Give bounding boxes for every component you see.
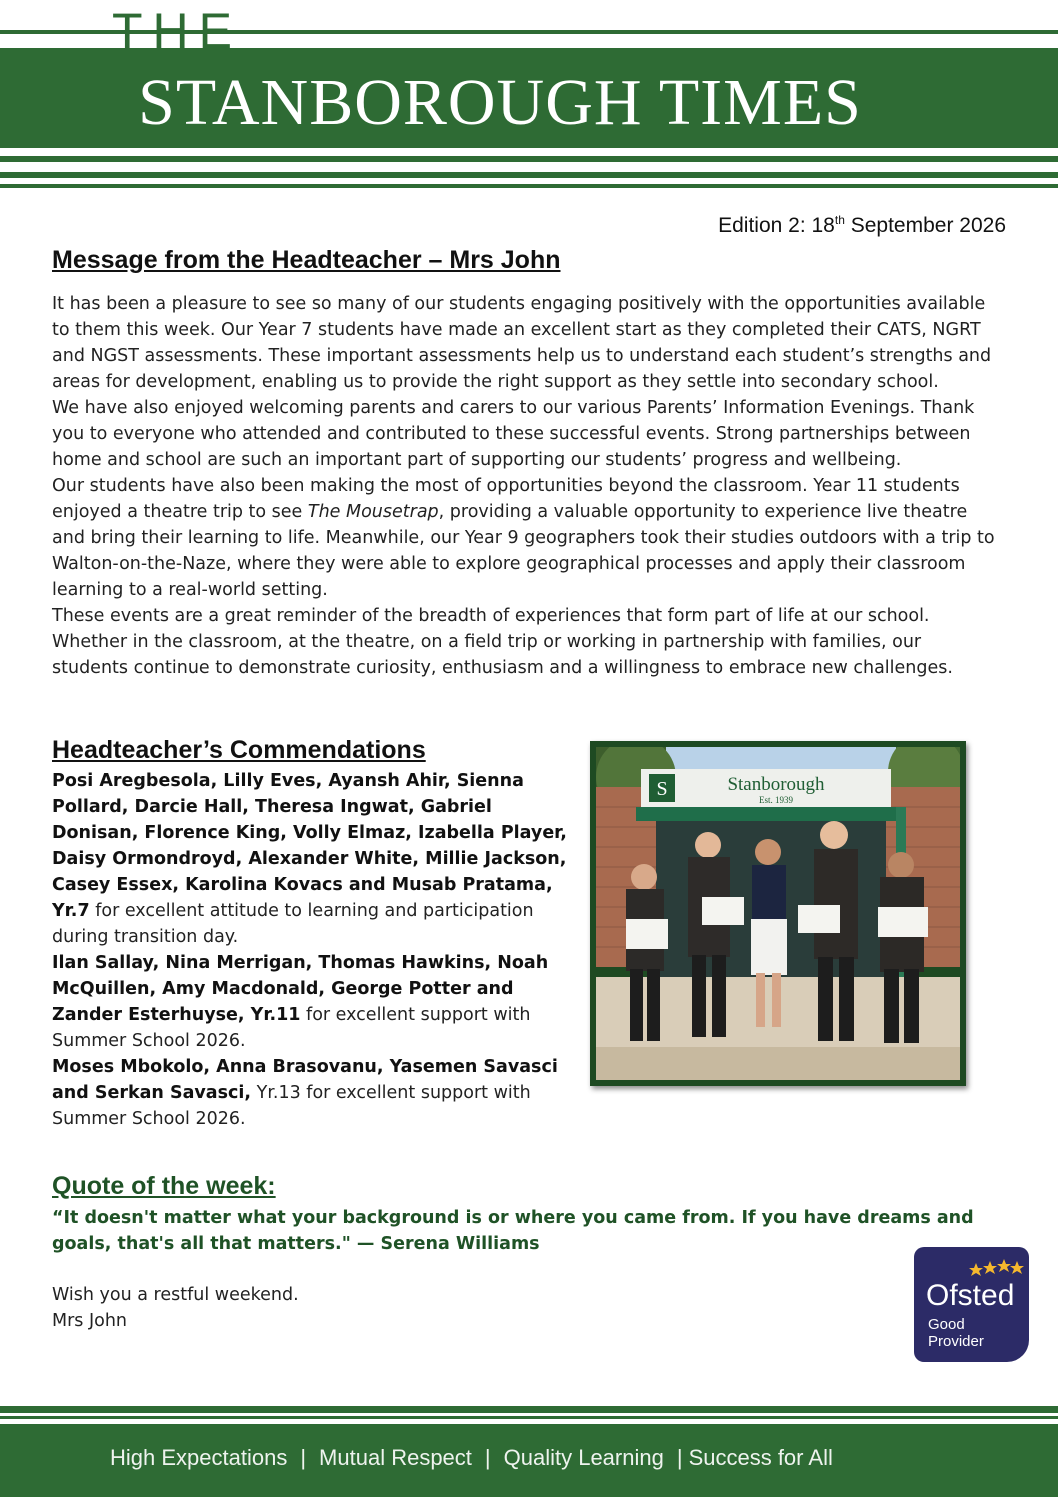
value-item: Success for All [688,1445,833,1470]
newsletter-title: STANBOROUGH TIMES [138,66,862,139]
sign-est: Est. 1939 [758,795,794,805]
masthead-rule [0,156,1058,162]
group-photo-illustration [596,747,960,1080]
ofsted-badge [914,1247,1029,1362]
value-separator: | [300,1445,307,1470]
ofsted-provider: Provider [928,1333,984,1350]
footer-rule [0,1406,1058,1413]
commendations-photo [590,741,966,1086]
footer-rule [0,1416,1058,1419]
masthead [0,0,1058,190]
masthead-rule [0,172,1058,178]
message-body [52,291,1002,681]
school-values [110,1445,833,1471]
message-paragraph: Our students have also been making the most of opportunities beyond the classroom. Year 11 students enjoyed a theatre trip to see The Mousetrap, providing a valuable opportunity to experience live theatre and bring their learning to life. Meanwhile, our Year 9 geographers took their studies outdoors with a trip to Walton-on-the-Naze, where they were able to explore geographical processes and apply their classroom learning to a real-world setting. [52,476,995,600]
signoff-signature: Mrs John [52,1311,128,1331]
commendations-heading: Headteacher’s Commendations [52,736,426,764]
message-heading: Message from the Headteacher – Mrs John [52,246,561,274]
sign-crest: S [656,778,668,800]
signoff-line: Wish you a restful weekend. [52,1285,299,1305]
commendation-item: Moses Mbokolo, Anna Brasovanu, Yasemen Savasci and Serkan Savasci, Yr.13 for excellent support with Summer School 2026. [52,1057,558,1129]
message-paragraph: These events are a great reminder of the breadth of experiences that form part of life at our school. Whether in the classroom, at the theatre, on a field trip or working in partnership with families, our students continue to demonstrate curiosity, enthusiasm and a willingness to embrace new challenges. [52,606,953,678]
value-separator: | [484,1445,491,1470]
signoff [52,1282,299,1334]
commendation-item: Ilan Sallay, Nina Merrigan, Thomas Hawkins, Noah McQuillen, Amy Macdonald, George Potter and Zander Esterhuyse, Yr.11 for excellent support with Summer School 2026. [52,953,549,1051]
commendations-list [52,768,567,1132]
commendation-item: Posi Aregbesola, Lilly Eves, Ayansh Ahir, Sienna Pollard, Darcie Hall, Theresa Ingwat, Gabriel Donisan, Florence King, Volly Elmaz, Izabella Player, Daisy Ormondroyd, Alexander White, Millie Jackson, Casey Essex, Karolina Kovacs and Musab Pratama, Yr.7 for excellent attitude to learning and participation during transition day. [52,771,567,947]
masthead-rule [0,184,1058,188]
quote-text: “It doesn't matter what your background is or where you came from. If you have dreams and goals, that's all that matters." — Serena Williams [52,1208,974,1254]
message-paragraph: We have also enjoyed welcoming parents and carers to our various Parents’ Information Evenings. Thank you to everyone who attended and contributed to these successful events. Strong partnerships between home and school are such an important part of supporting our students’ progress and wellbeing. [52,398,975,470]
sign-name: Stanborough [727,774,825,795]
value-separator: | [676,1445,683,1470]
message-paragraph: It has been a pleasure to see so many of our students engaging positively with the opportunities available to them this week. Our Year 7 students have made an excellent start as they completed their CATS, NGRT and NGST assessments. These important assessments help us to understand each student’s strengths and areas for development, enabling us to provide the right support as they settle into secondary school. [52,294,992,392]
ofsted-name: Ofsted [926,1279,1015,1312]
quote-heading: Quote of the week: [52,1172,276,1200]
ofsted-good: Good [928,1316,965,1333]
value-item: Quality Learning [503,1445,664,1470]
value-item: Mutual Respect [319,1445,472,1470]
edition-line: Edition 2: 18th September 2026 [718,213,1006,237]
value-item: High Expectations [110,1445,288,1470]
masthead-the: THE [112,3,242,59]
ofsted-stars-icon [969,1259,1024,1276]
